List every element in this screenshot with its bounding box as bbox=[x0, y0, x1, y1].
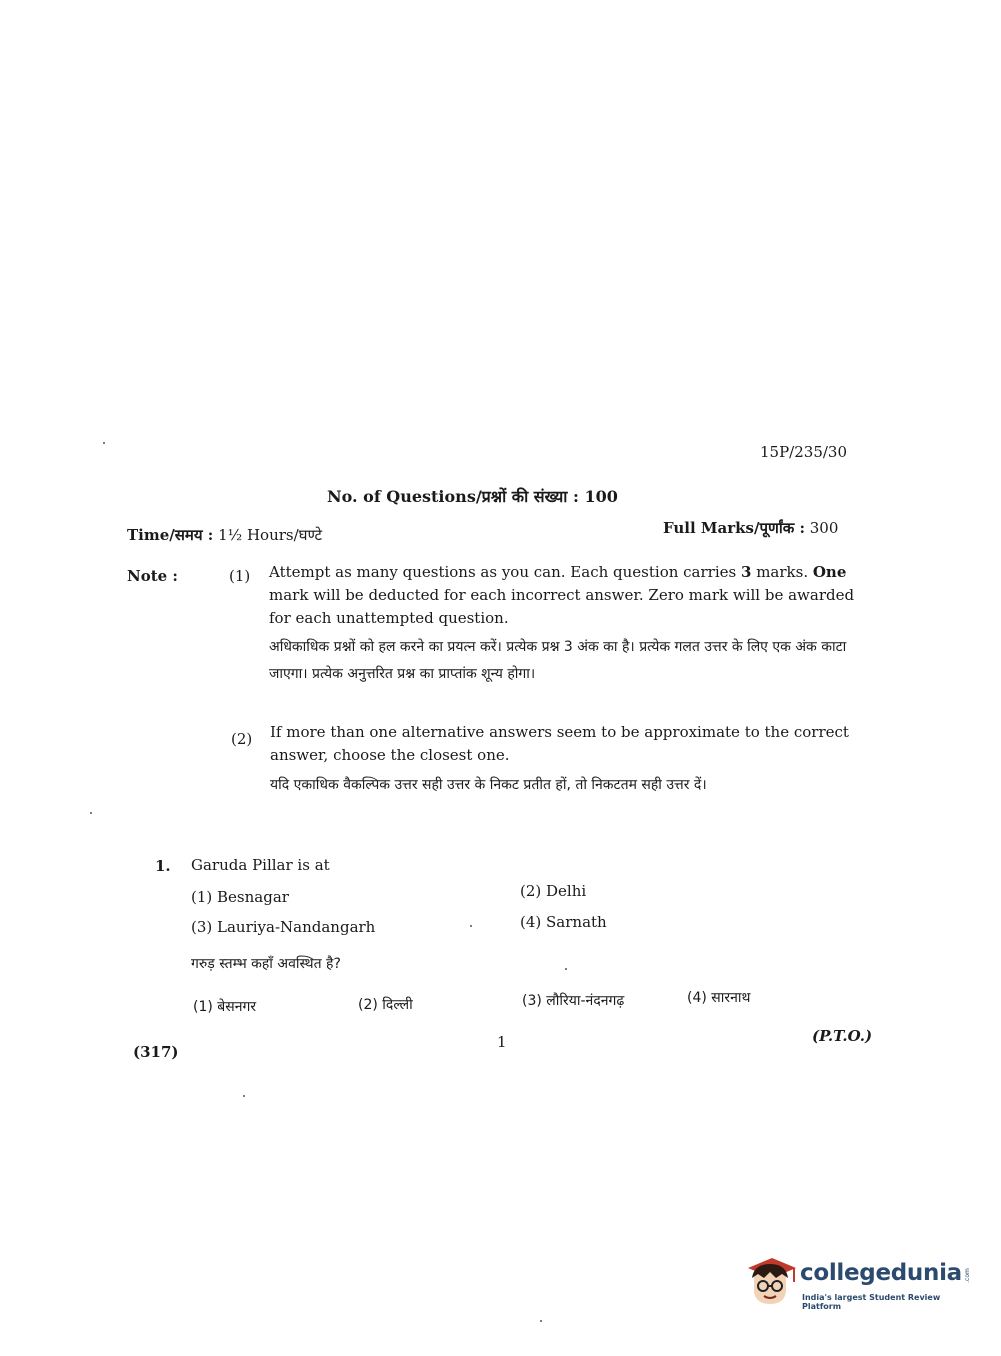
question-1-option-1: (1) Besnagar bbox=[191, 888, 289, 906]
question-1-hindi-option-1: (1) बेसनगर bbox=[193, 999, 257, 1015]
note-1-text-a: Attempt as many questions as you can. Each question carries bbox=[269, 563, 741, 581]
collegedunia-logo bbox=[742, 1250, 970, 1314]
question-1-hindi-text: गरुड़ स्तम्भ कहाँ अवस्थित है? bbox=[191, 956, 341, 972]
question-1-hindi-option-2: (2) दिल्ली bbox=[358, 997, 413, 1013]
scan-speck bbox=[470, 925, 472, 927]
paper-code: 15P/235/30 bbox=[760, 443, 848, 461]
scan-speck bbox=[565, 968, 567, 970]
note-label: Note : bbox=[127, 567, 178, 585]
footer-code: (317) bbox=[133, 1043, 179, 1061]
scan-speck bbox=[103, 442, 105, 444]
question-1-option-4: (4) Sarnath bbox=[520, 913, 607, 931]
note-2-english: If more than one alternative answers seem to be approximate to the correct answer, choose the closest one. bbox=[270, 723, 849, 764]
note-1-hindi: अधिकाधिक प्रश्नों को हल करने का प्रयत्न करें। प्रत्येक प्रश्न 3 अंक का है। प्रत्येक गलत उत्तर के लिए एक अंक काटा जाएगा। प्रत्येक अनुत्तरित प्रश्न का प्राप्तांक शून्य होगा। bbox=[269, 639, 847, 682]
scan-speck bbox=[540, 1320, 542, 1322]
question-1-hindi-option-4: (4) सारनाथ bbox=[687, 990, 751, 1006]
note-2-number: (2) bbox=[231, 730, 253, 748]
note-2-hindi: यदि एकाधिक वैकल्पिक उत्तर सही उत्तर के निकट प्रतीत हों, तो निकटतम सही उत्तर दें। bbox=[270, 777, 707, 793]
note-1-text-c: mark will be deducted for each incorrect answer. Zero mark will be awarded for each unattempted question. bbox=[269, 586, 855, 627]
time-value: 1½ Hours/घण्टे bbox=[218, 526, 323, 544]
question-1-text: Garuda Pillar is at bbox=[191, 856, 330, 874]
note-1-english bbox=[269, 561, 869, 630]
logo-tagline: India's largest Student Review Platform bbox=[802, 1293, 941, 1311]
logo-wordmark: collegedunia bbox=[800, 1260, 962, 1286]
pto-label: (P.T.O.) bbox=[812, 1027, 873, 1045]
questions-count: No. of Questions/प्रश्नों की संख्या : 100 bbox=[327, 487, 618, 506]
marks-line bbox=[663, 518, 838, 538]
question-1-hindi-option-3: (3) लौरिया-नंदनगढ़ bbox=[522, 993, 625, 1009]
question-1-number: 1. bbox=[155, 857, 171, 875]
page-number: 1 bbox=[497, 1033, 507, 1051]
question-1-option-2: (2) Delhi bbox=[520, 882, 587, 900]
scan-speck bbox=[90, 812, 92, 814]
logo-suffix: .com bbox=[963, 1268, 971, 1283]
note-1-text-b: marks. bbox=[751, 563, 813, 581]
marks-label: Full Marks/पूर्णांक : bbox=[663, 519, 805, 537]
question-1-option-3: (3) Lauriya-Nandangarh bbox=[191, 918, 376, 936]
note-1-marks: 3 bbox=[740, 563, 752, 581]
marks-value: 300 bbox=[809, 519, 839, 537]
student-mascot-icon bbox=[742, 1252, 798, 1308]
time-line bbox=[127, 525, 322, 545]
note-1-one: One bbox=[812, 563, 847, 581]
time-label: Time/समय : bbox=[127, 526, 214, 544]
note-1-number: (1) bbox=[229, 567, 251, 585]
scan-speck bbox=[243, 1095, 245, 1097]
